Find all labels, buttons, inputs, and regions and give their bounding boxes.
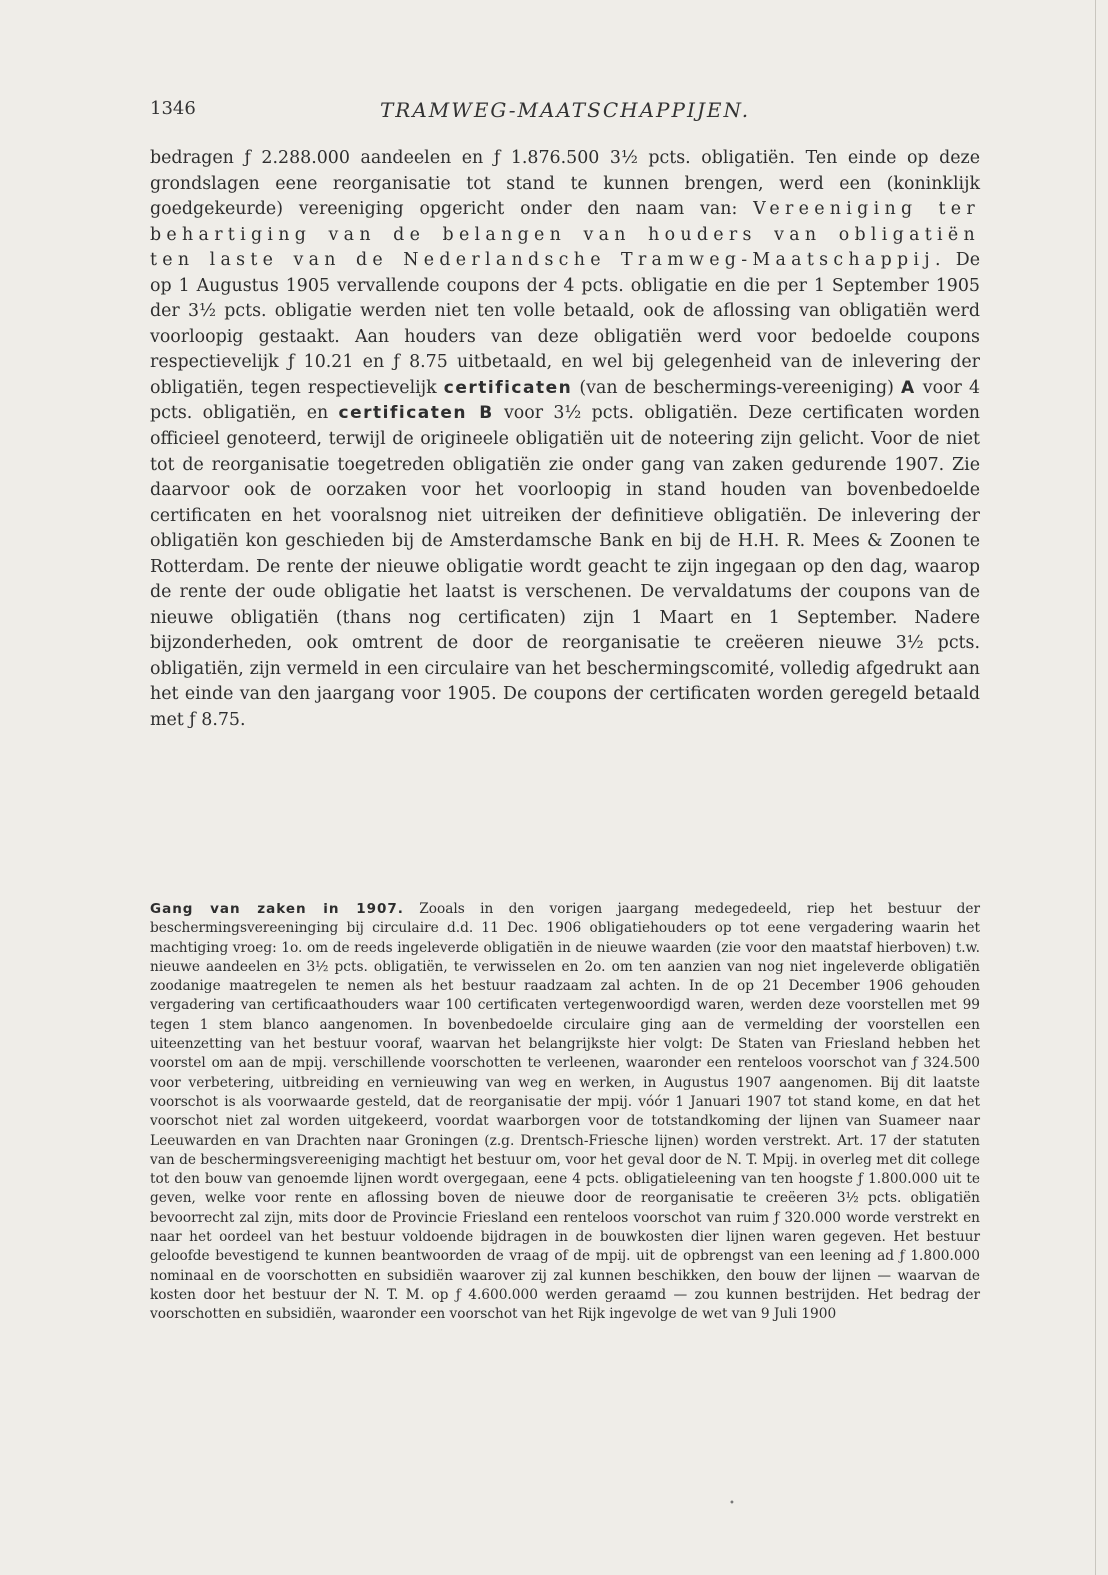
page-edge xyxy=(1095,0,1096,1575)
running-title: TRAMWEG-MAATSCHAPPIJEN. xyxy=(379,98,751,122)
main-paragraph xyxy=(150,146,980,734)
main-text-4: voor 4 pcts. obligatiën, en xyxy=(150,377,981,424)
main-text-3: (van de beschermings-vereeniging) xyxy=(579,377,894,398)
section-body: Zooals in den vorigen jaargang medegedeeld, riep het bestuur der beschermingsvereeninging bij circulaire d.d. 11 Dec. 1906 obligatiehouders op tot eene vergadering waarin het machtiging vroeg: 1o. om de reeds ingeleverde obligatiën in de nieuwe waarden (zie voor den maatstaf hierboven) t.w. nieuwe aandeelen en 3½ pcts. obligatiën, te verwisselen en 2o. om ten aanzien van nog niet ingeleverde obligatiën zoodanige maatregelen te nemen als het bestuur raadzaam zal achten. In de op 21 December 1906 gehouden vergadering van certificaathouders waar 100 certificaten vertegenwoordigd waren, werden deze voorstellen met 99 tegen 1 stem blanco aangenomen. In bovenbedoelde circulaire ging aan de vermelding der voorstellen een uiteenzetting van het bestuur vooraf, waarvan het belangrijkste hier volgt: De Staten van Friesland hebben het voorstel om aan de mpij. verschillende voorschotten te verleenen, waaronder een renteloos voorschot van ƒ 324.500 voor verbetering, uitbreiding en vernieuwing van weg en werken, in Augustus 1907 aangenomen. Bij dit laatste voorschot is als voorwaarde gesteld, dat de reorganisatie der mpij. vóór 1 Januari 1907 tot stand kome, en dat het voorschot niet zal worden uitgekeerd, voordat waarborgen voor de totstandkoming der lijnen van Suameer naar Leeuwarden en van Drachten naar Groningen (z.g. Drentsch-Friesche lijnen) worden verstrekt. Art. 17 der statuten van de beschermingsvereeniging machtigt het bestuur om, voor het geval door de N. T. Mpij. in overleg met dit college tot den bouw van genoemde lijnen wordt overgegaan, eene 4 pcts. obligatieleening van ten hoogste ƒ 1.800.000 uit te geven, welke voor rente en aflossing boven de nieuwe door de reorganisatie te creëeren 3½ pcts. obligatiën bevoorrecht zal zijn, mits door de Provincie Friesland een renteloos voorschot van ruim ƒ 320.000 worde verstrekt en naar het oordeel van het bestuur voldoende bijdragen in de bouwkosten dier lijnen waren gegeven. Het bestuur geloofde bevestigend te kunnen beantwoorden de vraag of de mpij. uit de opbrengst van een leening ad ƒ 1.800.000 nominaal en de voorschotten en subsidiën waarover zij zal kunnen beschikken, den bouw der lijnen — waarvan de kosten door het bestuur der N. T. M. op ƒ 4.600.000 werden geraamd — zou kunnen bestrijden. Het bedrag der voorschotten en subsidiën, waaronder een voorschot van het Rijk ingevolge de wet van 9 Juli 1900 xyxy=(150,901,980,1323)
certificate-a-letter: A xyxy=(901,377,916,398)
main-text-5: voor 3½ pcts. obligatiën. Deze certificaten worden officieel genoteerd, terwijl de origineele obligatiën uit de noteering zijn gelicht. Voor de niet tot de reorganisatie toegetreden obligatiën zie onder gang van zaken gedurende 1907. Zie daarvoor ook de oorzaken voor het voorloopig in stand houden van bovenbedoelde certificaten en het vooralsnog niet uitreiken der definitieve obligatiën. De inlevering der obligatiën kon geschieden bij de Amsterdamsche Bank en bij de H.H. R. Mees & Zoonen te Rotterdam. De rente der nieuwe obligatie wordt geacht te zijn ingegaan op den dag, waarop de rente der oude obligatie het laatst is verschenen. De vervaldatums der coupons van de nieuwe obligatiën (thans nog certificaten) zijn 1 Maart en 1 September. Nadere bijzonderheden, ook omtrent de door de reorganisatie te creëeren nieuwe 3½ pcts. obligatiën, zijn vermeld in een circulaire van het beschermingscomité, volledig afgedrukt aan het einde van den jaargang voor 1905. De coupons der certificaten worden geregeld betaald met ƒ 8.75. xyxy=(150,403,980,731)
section-gang-van-zaken xyxy=(150,900,980,1325)
print-speck: • xyxy=(729,1498,735,1509)
certificate-b-term: certificaten B xyxy=(338,403,494,424)
page-number: 1346 xyxy=(150,98,196,119)
certificate-a-term: certificaten xyxy=(443,377,573,398)
section-heading: Gang van zaken in 1907. xyxy=(150,901,404,917)
association-name: Vereeniging ter behartiging van de belangen van houders van obligatiën ten laste van de Nederlandsche Tramweg-Maatschappij. xyxy=(150,199,981,271)
main-text-1: bedragen ƒ 2.288.000 aandeelen en ƒ 1.876.500 3½ pcts. obligatiën. Ten einde op deze grondslagen eene reorganisatie tot stand te kunnen brengen, werd een (koninklijk goedgekeurde) vereeniging opgericht onder den naam van: xyxy=(150,148,980,220)
main-text-2: De op 1 Augustus 1905 vervallende coupons der 4 pcts. obligatie en die per 1 September 1905 der 3½ pcts. obligatie werden niet ten volle betaald, ook de aflossing van obligatiën werd voorloopig gestaakt. Aan houders van deze obligatiën werd voor bedoelde coupons respectievelijk ƒ 10.21 en ƒ 8.75 uitbetaald, en wel bij gelegenheid van de inlevering der obligatiën, tegen respectievelijk xyxy=(150,250,980,398)
page-header xyxy=(150,98,980,128)
